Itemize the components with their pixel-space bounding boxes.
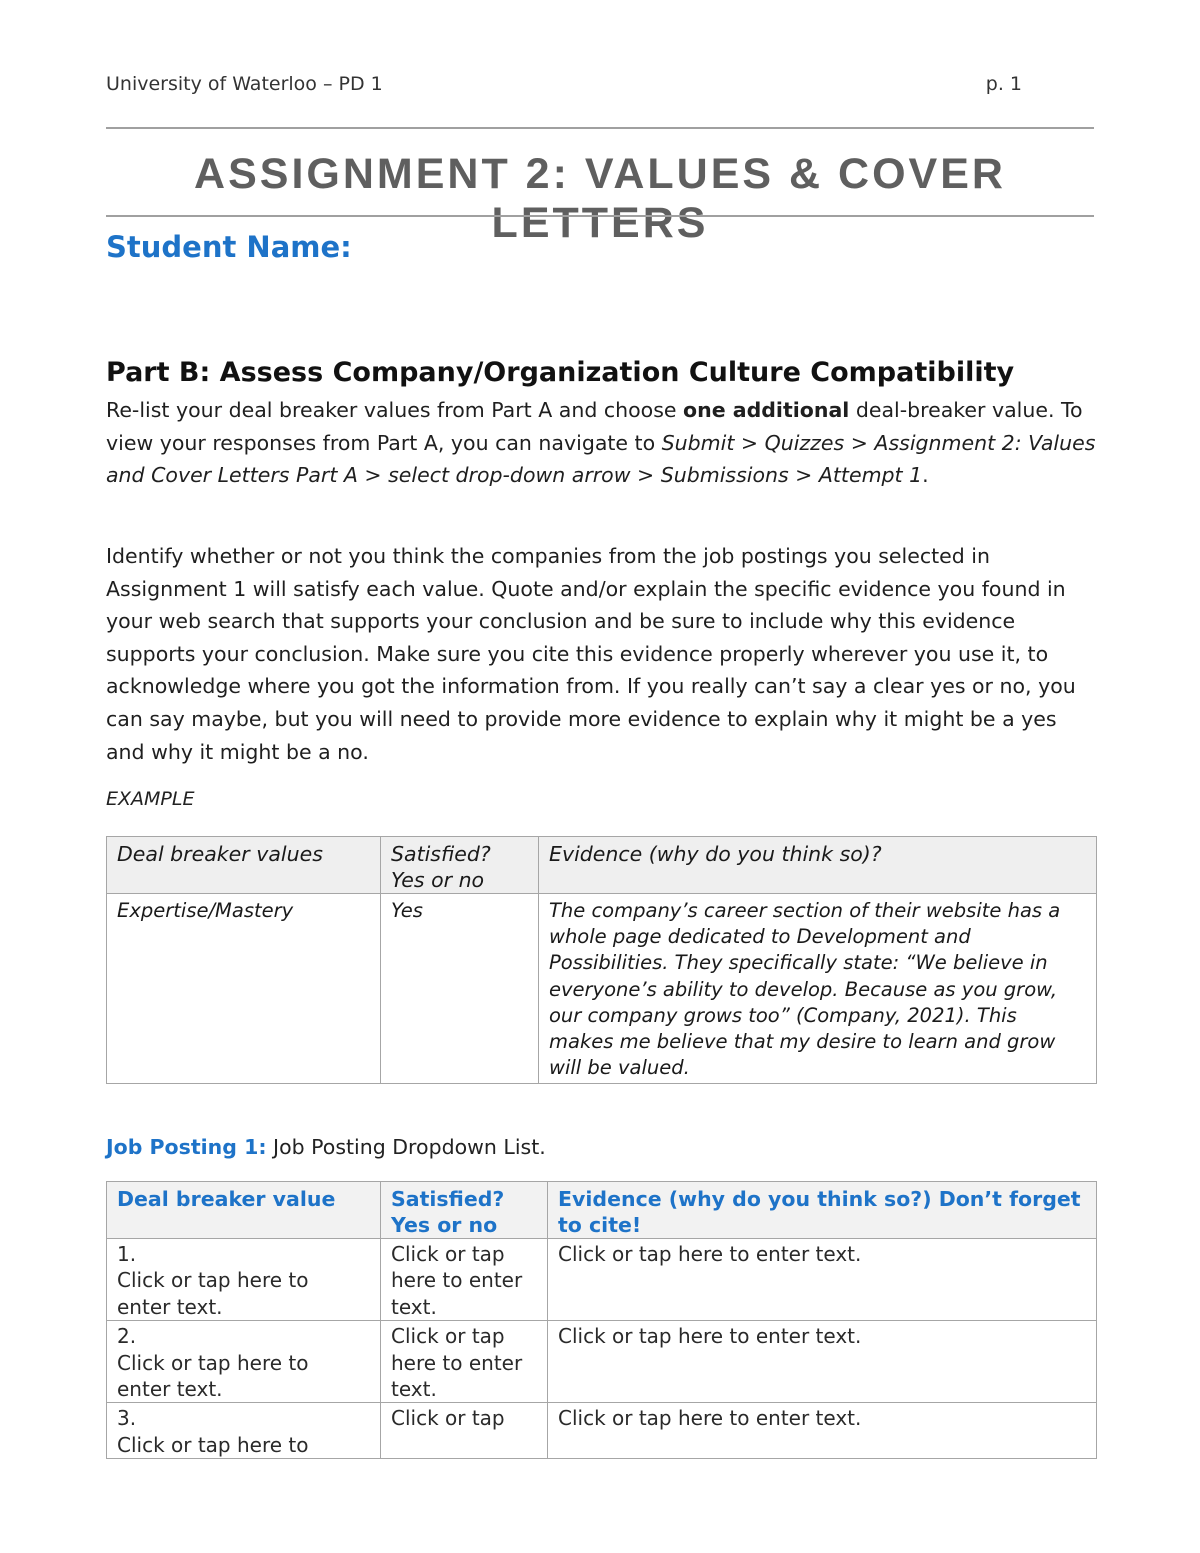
job-posting-1-line	[106, 1135, 546, 1159]
example-satisfied-cell: Yes	[381, 894, 539, 1084]
value-field-2[interactable]	[107, 1321, 381, 1403]
page-number: p. 1	[985, 73, 1022, 95]
value-field-1[interactable]	[107, 1239, 381, 1321]
satisfied-field-3[interactable]: Click or tap	[381, 1403, 548, 1459]
instructions-paragraph-1	[106, 394, 1096, 492]
value-field-3[interactable]	[107, 1403, 381, 1459]
page-header	[106, 73, 1022, 95]
example-header-value: Deal breaker values	[107, 837, 381, 894]
example-header-evidence: Evidence (why do you think so)?	[539, 837, 1097, 894]
satisfied-field-1[interactable]: Click or tap here to enter text.	[381, 1239, 548, 1321]
top-rule	[106, 127, 1094, 129]
job-posting-1-label: Job Posting 1:	[106, 1135, 267, 1159]
student-name-label: Student Name:	[106, 230, 352, 264]
example-evidence-cell: The company’s career section of their website has a whole page dedicated to Development and Possibilities. They specifically state: “We believe in everyone’s ability to develop. Because as you grow, our company grows too” (Company, 2021). This makes me believe that my desire to learn and grow will be valued.	[539, 894, 1097, 1084]
table-row	[107, 1321, 1097, 1403]
row-number: 1.	[117, 1242, 137, 1266]
instructions-paragraph-2: Identify whether or not you think the companies from the job postings you selected in Assignment 1 will satisfy each value. Quote and/or explain the specific evidence you found in your web search that supports your conclusion and be sure to include why this evidence supports your conclusion. Make sure you cite this evidence properly wherever you use it, to acknowledge where you got the information from. If you really can’t say a clear yes or no, you can say maybe, but you will need to provide more evidence to explain why it might be a yes and why it might be a no.	[106, 544, 1076, 764]
job-header-value: Deal breaker value	[107, 1182, 381, 1239]
p1-text-end: .	[922, 463, 929, 488]
job-header-satisfied: Satisfied? Yes or no	[381, 1182, 548, 1239]
job-header-evidence: Evidence (why do you think so?) Don’t forget to cite!	[548, 1182, 1097, 1239]
row-number: 3.	[117, 1406, 137, 1431]
p1-bold-text: one additional	[683, 398, 850, 422]
value-input-text[interactable]: Click or tap here to enter text.	[117, 1268, 309, 1319]
example-table	[106, 836, 1097, 1084]
example-header-row	[107, 837, 1097, 894]
job-posting-1-table	[106, 1181, 1097, 1459]
navigation-path: Submit > Quizzes > Assignment 2: Values and Cover Letters Part A > select drop-down arrow > Submissions > Attempt 1	[106, 430, 1096, 488]
part-b-heading: Part B: Assess Company/Organization Culture Compatibility	[106, 357, 1015, 388]
evidence-field-2[interactable]: Click or tap here to enter text.	[548, 1321, 1097, 1403]
value-input-text[interactable]: Click or tap here to	[117, 1432, 309, 1457]
title-rule	[106, 215, 1094, 217]
p1-text-b: deal-breaker value. To view your responses from Part A, you can navigate to	[106, 398, 1083, 455]
satisfied-field-2[interactable]: Click or tap here to enter text.	[381, 1321, 548, 1403]
example-row	[107, 894, 1097, 1084]
table-row	[107, 1403, 1097, 1459]
example-label: EXAMPLE	[106, 788, 195, 810]
value-input-text[interactable]: Click or tap here to enter text.	[117, 1350, 309, 1402]
table-row	[107, 1239, 1097, 1321]
row-number: 2.	[117, 1324, 137, 1349]
assignment-title: ASSIGNMENT 2: VALUES & COVER LETTERS	[194, 150, 1006, 247]
evidence-field-3[interactable]: Click or tap here to enter text.	[548, 1403, 1097, 1459]
example-value-cell: Expertise/Mastery	[107, 894, 381, 1084]
job-table-header-row	[107, 1182, 1097, 1239]
evidence-field-1[interactable]: Click or tap here to enter text.	[548, 1239, 1097, 1321]
header-left: University of Waterloo – PD 1	[106, 73, 383, 95]
p1-text-a: Re-list your deal breaker values from Part A and choose	[106, 398, 684, 422]
job-posting-dropdown[interactable]: Job Posting Dropdown List.	[266, 1135, 546, 1159]
example-header-satisfied: Satisfied? Yes or no	[381, 837, 539, 894]
